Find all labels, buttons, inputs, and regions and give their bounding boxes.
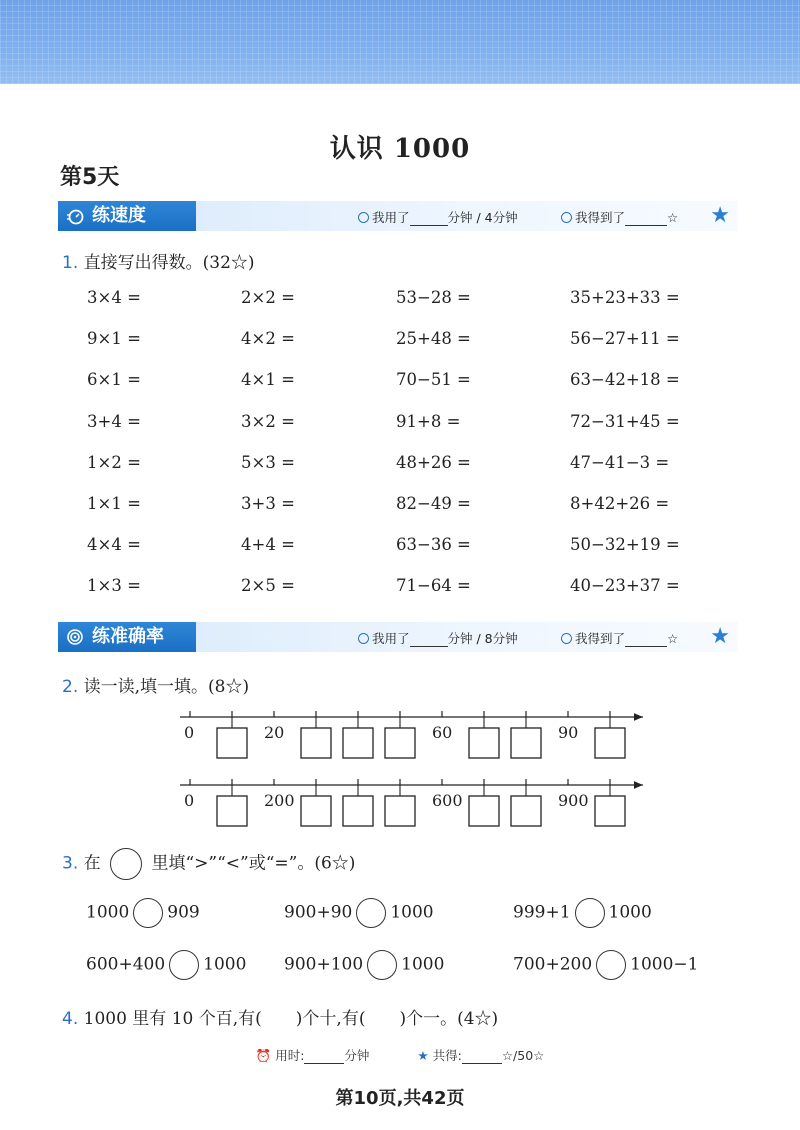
compare-left: 700+200	[513, 954, 593, 975]
equation-item: 3×2 =	[241, 411, 295, 431]
equation-item: 4+4 =	[241, 535, 295, 555]
stars-got-star-2: ☆	[667, 631, 679, 646]
compare-answer-circle[interactable]	[169, 950, 199, 980]
equation-item: 70−51 =	[396, 370, 471, 390]
stars-got-label: 我得到了	[575, 210, 626, 225]
question-2	[62, 672, 249, 697]
star-decoration-icon: ★	[710, 203, 730, 228]
section-accuracy-title: 练准确率	[92, 626, 164, 647]
equation-item: 40−23+37 =	[570, 576, 680, 596]
section-speed-title: 练速度	[92, 205, 146, 226]
question-4-text: 1000 里有 10 个百,有( )个十,有( )个一。(4☆)	[83, 1009, 499, 1029]
equation-item: 2×5 =	[241, 576, 295, 596]
day-label: 第5天	[60, 165, 120, 190]
check-icon	[561, 212, 572, 223]
equation-item: 25+48 =	[396, 329, 471, 349]
equation-item: 4×1 =	[241, 370, 295, 390]
compare-left: 900+100	[284, 954, 364, 975]
number-lines	[0, 700, 800, 840]
answer-box[interactable]	[301, 728, 331, 758]
compare-right: 1000	[390, 902, 434, 923]
compare-answer-circle[interactable]	[575, 898, 605, 928]
stars-got-star: ☆	[667, 210, 679, 225]
compare-answer-circle[interactable]	[367, 950, 397, 980]
equation-item: 63−36 =	[396, 535, 471, 555]
top-banner-texture	[0, 0, 800, 84]
number-line-label: 600	[432, 791, 463, 810]
question-3	[62, 848, 355, 880]
equation-item: 63−42+18 =	[570, 370, 680, 390]
question-2-number: 2.	[62, 677, 79, 697]
footer-time-unit: 分钟	[344, 1048, 370, 1063]
circle-symbol	[110, 848, 142, 880]
answer-box[interactable]	[469, 796, 499, 826]
compare-right: 1000−1	[630, 954, 699, 975]
compare-right: 1000	[203, 954, 247, 975]
time-used-blank-2[interactable]	[410, 634, 448, 647]
number-line-1	[180, 711, 643, 758]
compare-left: 999+1	[513, 902, 571, 923]
equation-item: 50−32+19 =	[570, 535, 680, 555]
stars-got-blank[interactable]	[625, 213, 667, 226]
number-line-label: 90	[558, 723, 579, 742]
time-used-info-2	[358, 629, 518, 647]
time-used-limit: 分钟 / 4分钟	[447, 210, 518, 225]
answer-box[interactable]	[469, 728, 499, 758]
compare-item	[284, 898, 434, 928]
compare-right: 1000	[608, 902, 652, 923]
equation-item: 3+4 =	[87, 411, 141, 431]
equation-item: 6×1 =	[87, 370, 141, 390]
equation-item: 48+26 =	[396, 452, 471, 472]
star-decoration-icon: ★	[710, 624, 730, 649]
footer-total-blank[interactable]	[462, 1051, 502, 1064]
section-speed-bar	[58, 201, 738, 231]
number-line-label: 200	[264, 791, 295, 810]
compare-left: 900+90	[284, 902, 353, 923]
compare-left: 600+400	[86, 954, 166, 975]
equation-item: 2×2 =	[241, 288, 295, 307]
number-line-2	[180, 779, 643, 826]
time-used-info	[358, 208, 518, 226]
page-title: 认识 1000	[329, 134, 471, 164]
compare-left: 1000	[86, 902, 130, 923]
number-line-label: 0	[184, 791, 195, 810]
equation-item: 53−28 =	[396, 288, 471, 307]
question-4-number: 4.	[62, 1009, 79, 1029]
stars-got-info-2	[561, 629, 678, 647]
equation-item: 1×1 =	[87, 494, 141, 513]
number-line-label: 900	[558, 791, 589, 810]
equation-item: 91+8 =	[396, 411, 461, 431]
footer-time-blank[interactable]	[304, 1051, 344, 1064]
question-2-text: 读一读,填一填。(8☆)	[83, 677, 250, 697]
question-3-text-before: 在	[83, 853, 101, 874]
equation-item: 56−27+11 =	[570, 329, 680, 349]
stopwatch-icon	[66, 207, 84, 225]
compare-item	[513, 950, 698, 980]
answer-box[interactable]	[217, 796, 247, 826]
answer-box[interactable]	[511, 796, 541, 826]
compare-answer-circle[interactable]	[133, 898, 163, 928]
alarm-clock-icon: ⏰	[255, 1048, 272, 1063]
compare-item	[86, 898, 200, 928]
equation-item: 47−41−3 =	[570, 452, 670, 472]
stars-got-label-2: 我得到了	[575, 631, 626, 646]
check-icon	[561, 633, 572, 644]
time-used-label: 我用了	[372, 210, 410, 225]
equation-item: 4×2 =	[241, 329, 295, 349]
question-1-text: 直接写出得数。(32☆)	[83, 253, 255, 273]
footer-total-unit: ☆/50☆	[501, 1048, 545, 1063]
equation-item: 5×3 =	[241, 452, 295, 472]
answer-box[interactable]	[595, 796, 625, 826]
equation-item: 35+23+33 =	[570, 288, 680, 307]
clock-icon	[358, 212, 369, 223]
answer-box[interactable]	[343, 796, 373, 826]
compare-answer-circle[interactable]	[356, 898, 386, 928]
question-1	[62, 248, 255, 273]
compare-answer-circle[interactable]	[596, 950, 626, 980]
compare-item	[284, 950, 444, 980]
question-3-text-after: 里填“>”“<”或“=”。(6☆)	[151, 853, 356, 874]
answer-box[interactable]	[595, 728, 625, 758]
compare-right: 909	[167, 902, 200, 923]
answer-box[interactable]	[343, 728, 373, 758]
section-accuracy-bar	[58, 622, 738, 652]
equation-item: 4×4 =	[87, 535, 141, 555]
footer-stats	[0, 1046, 800, 1064]
equation-item: 3+3 =	[241, 494, 295, 513]
equation-item: 1×3 =	[87, 576, 141, 596]
number-line-label: 20	[264, 723, 285, 742]
question-1-number: 1.	[62, 253, 79, 273]
equation-item: 71−64 =	[396, 576, 471, 596]
number-line-label: 0	[184, 723, 195, 742]
question-3-number: 3.	[62, 853, 79, 874]
number-line-label: 60	[432, 723, 453, 742]
time-used-blank[interactable]	[410, 213, 448, 226]
answer-box[interactable]	[217, 728, 247, 758]
stars-got-info	[561, 208, 678, 226]
answer-box[interactable]	[385, 728, 415, 758]
equation-item: 82−49 =	[396, 494, 471, 513]
question-4	[62, 1004, 498, 1029]
page-number: 第10页,共42页	[335, 1088, 465, 1109]
stars-got-blank-2[interactable]	[625, 634, 667, 647]
answer-box[interactable]	[385, 796, 415, 826]
equation-item: 3×4 =	[87, 288, 141, 307]
compare-item	[513, 898, 652, 928]
clock-icon	[358, 633, 369, 644]
star-icon: ★	[417, 1048, 429, 1063]
time-used-label-2: 我用了	[372, 631, 410, 646]
equation-item: 8+42+26 =	[570, 494, 670, 513]
equation-item: 1×2 =	[87, 452, 141, 472]
section-speed-tag	[58, 201, 196, 231]
compare-right: 1000	[401, 954, 445, 975]
equation-item: 9×1 =	[87, 329, 141, 349]
footer-time-label: 用时:	[275, 1048, 305, 1063]
answer-box[interactable]	[301, 796, 331, 826]
target-icon	[66, 628, 84, 646]
compare-item	[86, 950, 246, 980]
time-used-limit-2: 分钟 / 8分钟	[447, 631, 518, 646]
equation-item: 72−31+45 =	[570, 411, 680, 431]
answer-box[interactable]	[511, 728, 541, 758]
footer-total-label: 共得:	[432, 1048, 462, 1063]
section-accuracy-tag	[58, 622, 196, 652]
